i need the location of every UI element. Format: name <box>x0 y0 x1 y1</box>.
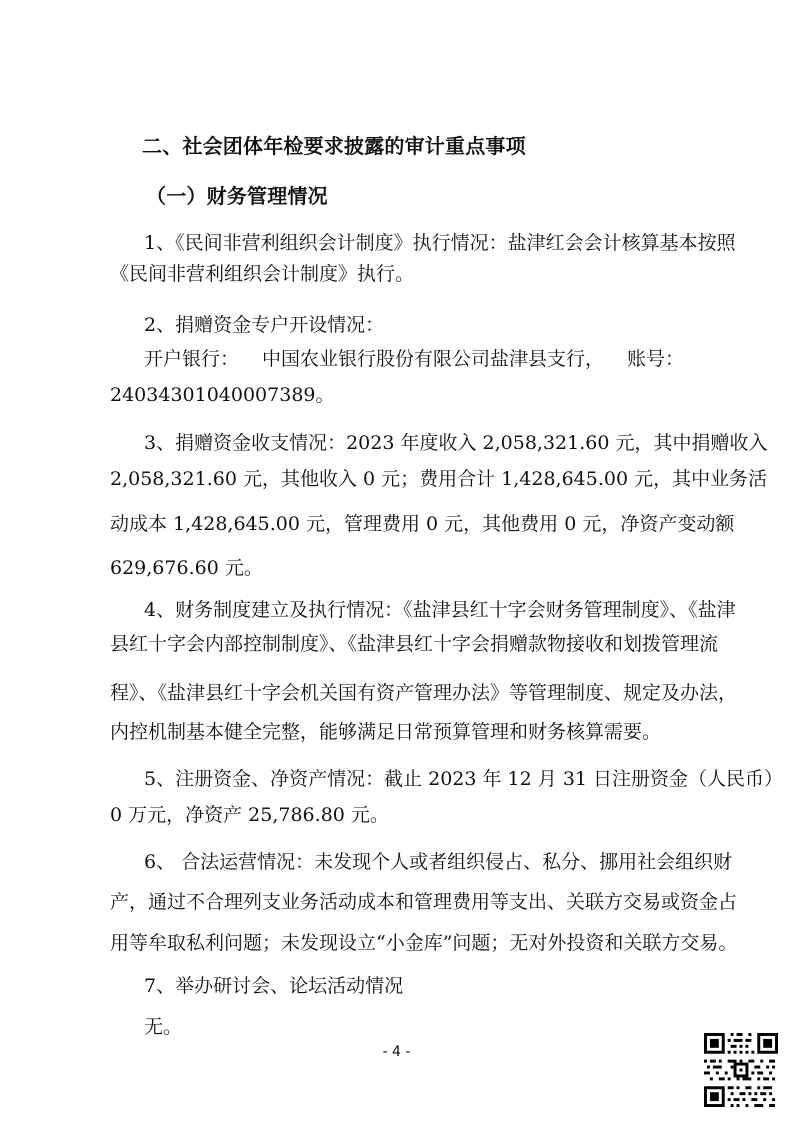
paragraph-1-line-2: 《民间非营利组织会计制度》执行。 <box>110 263 415 285</box>
paragraph-4-line-4: 内控机制基本健全完整，能够满足日常预算管理和财务核算需要。 <box>110 721 662 743</box>
paragraph-3-line-3: 动成本 1,428,645.00 元，管理费用 0 元，其他费用 0 元，净资产变动额 <box>110 513 735 535</box>
paragraph-6-line-2: 产，通过不合理列支业务活动成本和管理费用等支出、关联方交易或资金占 <box>110 891 738 913</box>
paragraph-6-line-1: 6、 合法运营情况：未发现个人或者组织侵占、私分、挪用社会组织财 <box>144 851 733 873</box>
paragraph-3-line-4: 629,676.60 元。 <box>110 557 263 579</box>
bank-label: 开户银行： <box>144 348 240 370</box>
paragraph-4-line-3: 程》、《盐津县红十字会机关国有资产管理办法》等管理制度、规定及办法， <box>110 682 738 704</box>
account-label: 账号： <box>626 348 684 370</box>
subsection-title: （一）财务管理情况 <box>146 184 328 208</box>
paragraph-6-line-3: 用等牟取私利问题；未发现设立“小金库”问题；无对外投资和关联方交易。 <box>110 932 738 954</box>
paragraph-5-line-2: 0 万元，净资产 25,786.80 元。 <box>110 804 389 826</box>
qr-code-icon <box>704 1033 778 1107</box>
paragraph-2-account: 24034301040007389。 <box>110 384 335 406</box>
paragraph-4-line-1: 4、财务制度建立及执行情况：《盐津县红十字会财务管理制度》、《盐津 <box>144 599 736 621</box>
paragraph-3-line-2: 2,058,321.60 元，其他收入 0 元；费用合计 1,428,645.00 元，其中业务活 <box>110 468 768 490</box>
bank-name: 中国农业银行股份有限公司盐津县支行， <box>261 348 604 370</box>
paragraph-2-bank-line <box>144 347 684 371</box>
section-title: 二、社会团体年检要求披露的审计重点事项 <box>142 134 526 158</box>
page-number: - 4 - <box>382 1044 411 1060</box>
paragraph-2-title: 2、捐赠资金专户开设情况： <box>144 314 385 336</box>
paragraph-7-title: 7、举办研讨会、论坛活动情况 <box>144 975 404 997</box>
paragraph-7-text: 无。 <box>144 1016 183 1038</box>
paragraph-3-line-1: 3、捐赠资金收支情况：2023 年度收入 2,058,321.60 元，其中捐赠收入 <box>144 432 768 454</box>
paragraph-1-line-1: 1、《民间非营利组织会计制度》执行情况：盐津红会会计核算基本按照 <box>144 232 736 254</box>
paragraph-5-line-1: 5、注册资金、净资产情况：截止 2023 年 12 月 31 日注册资金（人民币） <box>144 768 784 790</box>
paragraph-4-line-2: 县红十字会内部控制制度》、《盐津县红十字会捐赠款物接收和划拨管理流 <box>110 633 719 655</box>
